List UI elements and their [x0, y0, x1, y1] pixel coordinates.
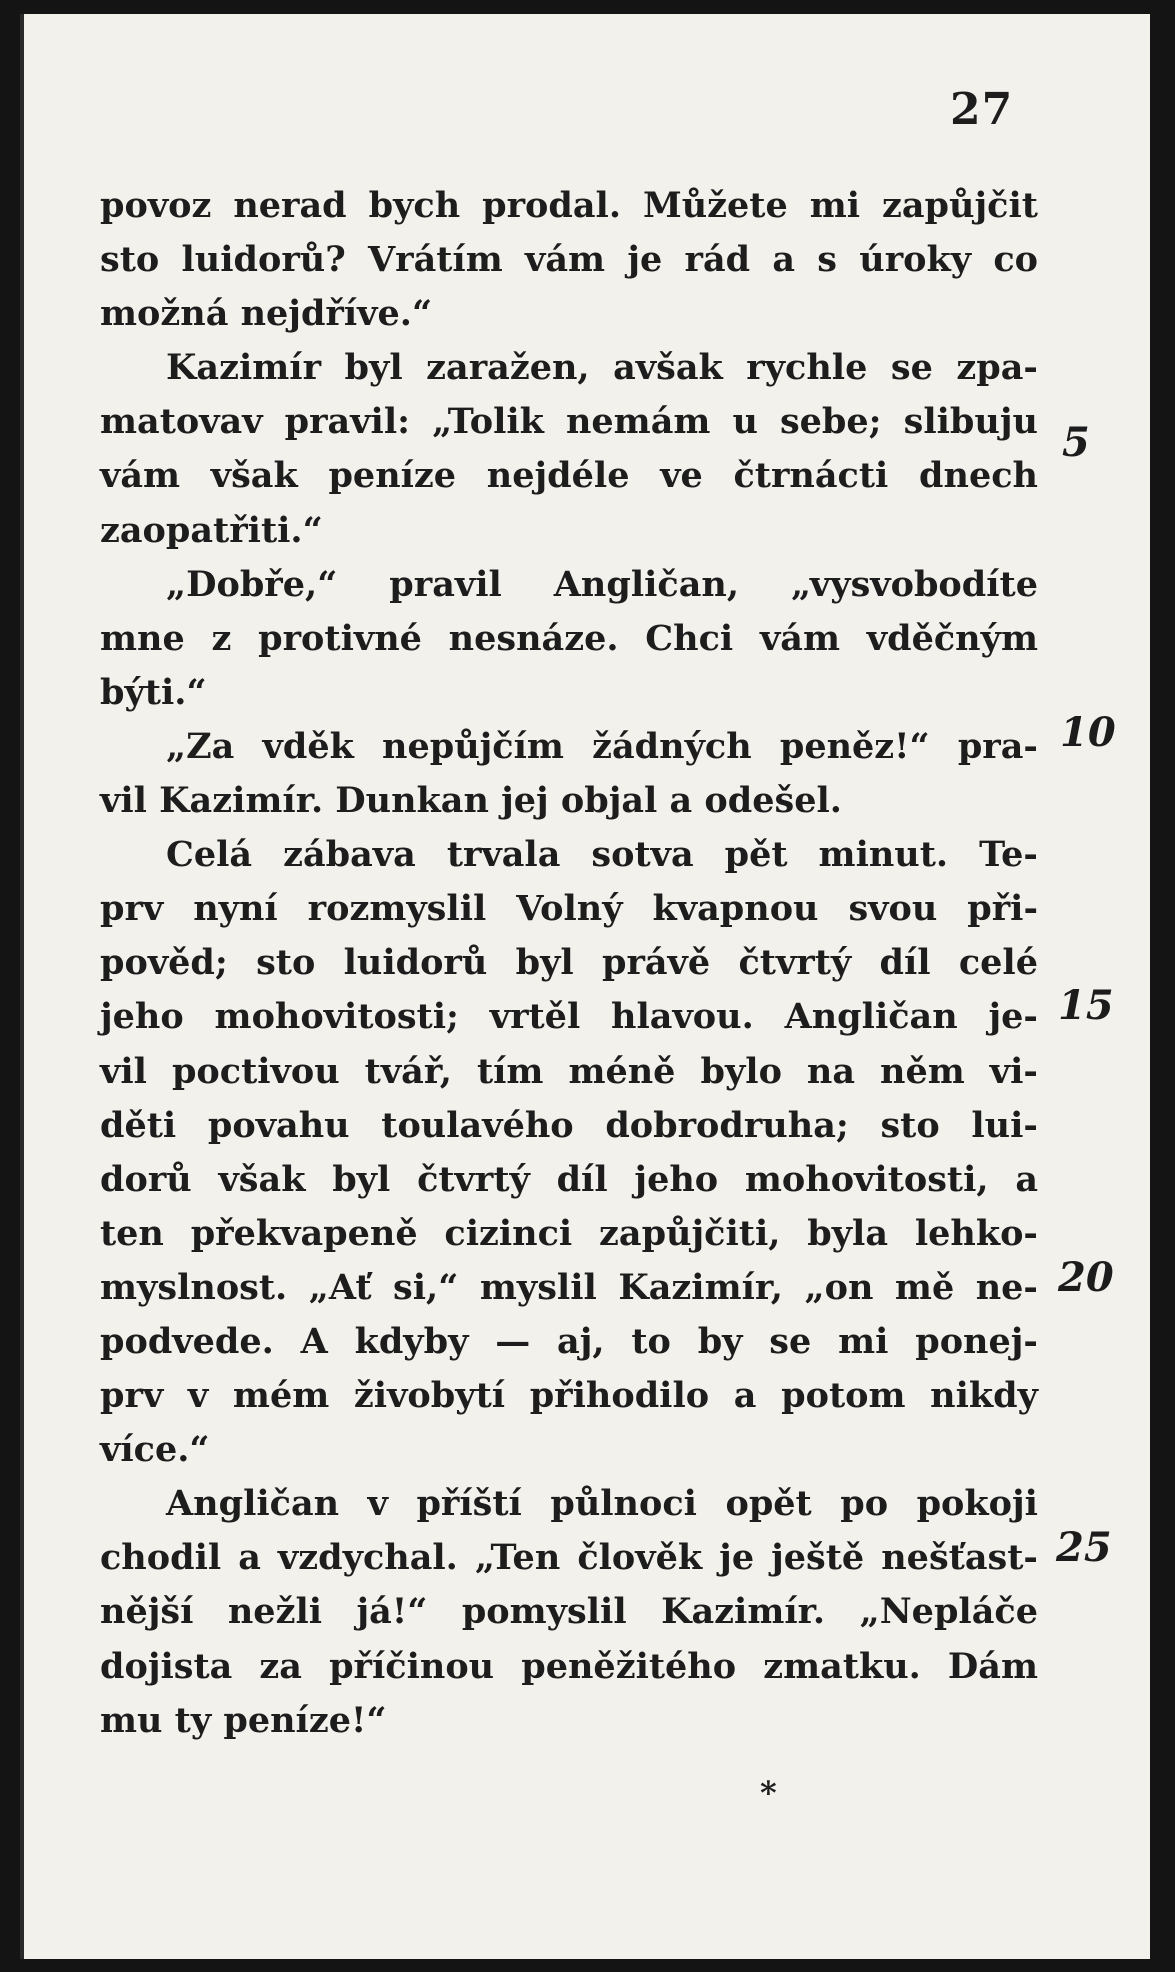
text-line: [100, 1531, 1038, 1585]
word: Kazimír.: [661, 1591, 826, 1633]
word: „vysvobodíte: [791, 563, 1038, 605]
text-line: [100, 1045, 1038, 1099]
word: peněz!“: [779, 725, 930, 767]
word: mém: [232, 1375, 330, 1417]
word: sto: [256, 942, 316, 984]
text-line: [100, 1640, 1038, 1694]
word: Celá: [166, 834, 253, 876]
text-line: [100, 1477, 1038, 1531]
word: díl: [556, 1158, 608, 1200]
word: překvapeně: [190, 1212, 418, 1254]
word: jeho: [100, 996, 184, 1038]
word: prv: [100, 888, 164, 930]
word: si,“: [393, 1266, 459, 1308]
word: povoz: [100, 185, 212, 226]
word: cizinci: [444, 1212, 573, 1254]
word: mohovitosti;: [214, 996, 459, 1038]
word: to: [631, 1320, 671, 1362]
word: dorů: [100, 1158, 192, 1200]
word: luidorů?: [181, 239, 346, 281]
word: žádných: [592, 725, 752, 767]
word: Vrátím: [367, 239, 503, 281]
text-line: [100, 1207, 1038, 1261]
word: rád: [684, 239, 751, 281]
line-count-note: 10: [1060, 709, 1116, 756]
word: bych: [368, 185, 461, 226]
word: byla: [807, 1212, 889, 1254]
word: byl: [344, 347, 403, 389]
word: sto: [880, 1104, 940, 1146]
word: vděčným: [866, 617, 1038, 659]
word: nější: [100, 1591, 194, 1633]
word: Kazimír,: [618, 1266, 783, 1308]
text-line: [100, 990, 1038, 1044]
text-line: [100, 179, 1038, 233]
signature-mark: *: [760, 1774, 777, 1812]
word: potom: [781, 1375, 906, 1417]
text-line: [100, 1585, 1038, 1639]
line-count-note: 5: [1062, 419, 1090, 466]
word: příští: [416, 1483, 522, 1525]
word: byl: [515, 942, 574, 984]
word: luidorů: [343, 942, 488, 984]
word: však: [218, 1158, 306, 1200]
text-line: zaopatřiti.“: [100, 509, 323, 551]
word: však: [210, 455, 298, 497]
text-line: [100, 828, 1038, 882]
text-line: [100, 233, 1038, 287]
word: méně: [568, 1050, 676, 1092]
text-line: [100, 720, 1038, 774]
text-line: [100, 1099, 1038, 1153]
word: děti: [100, 1104, 177, 1146]
word: vám: [525, 239, 606, 281]
word: vám: [759, 617, 841, 659]
word: „Za: [166, 725, 235, 767]
word: bylo: [700, 1050, 782, 1092]
word: celé: [958, 942, 1038, 984]
word: byl: [332, 1158, 391, 1200]
word: ten: [100, 1212, 164, 1254]
text-line: [100, 612, 1038, 666]
word: prodal.: [482, 185, 622, 226]
word: je: [719, 1537, 755, 1579]
word: na: [806, 1050, 856, 1092]
word: „Ať: [308, 1266, 372, 1308]
word: lehko-: [914, 1212, 1038, 1254]
word: pověd;: [100, 942, 228, 984]
word: lui-: [971, 1104, 1038, 1146]
word: nerad: [233, 185, 347, 226]
word: je: [627, 239, 663, 281]
word: hlavou.: [611, 996, 754, 1038]
word: nežli: [227, 1591, 323, 1633]
word: tím: [476, 1050, 544, 1092]
word: po: [840, 1483, 889, 1525]
word: Můžete: [642, 185, 788, 226]
text-line: [100, 558, 1038, 612]
word: ve: [660, 455, 703, 497]
word: já!“: [356, 1591, 428, 1633]
line-count-note: 20: [1058, 1254, 1114, 1301]
word: prv: [100, 1375, 164, 1417]
word: by: [697, 1320, 743, 1362]
word: aj,: [557, 1320, 605, 1362]
word: ne-: [975, 1266, 1038, 1308]
word: rozmyslil: [307, 888, 487, 930]
word: myslnost.: [100, 1266, 288, 1308]
word: ještě: [771, 1537, 865, 1579]
word: kvapnou: [652, 888, 819, 930]
page-edge: [20, 14, 24, 1959]
word: člověk: [577, 1537, 703, 1579]
word: Angličan: [784, 996, 958, 1038]
text-line: [100, 1315, 1038, 1369]
word: mi: [809, 185, 861, 226]
word: nemám: [565, 401, 711, 443]
word: vděk: [262, 725, 354, 767]
word: zaražen,: [426, 347, 590, 389]
word: pět: [724, 834, 788, 876]
word: „on: [804, 1266, 874, 1308]
word: sebe;: [779, 401, 882, 443]
word: sotva: [591, 834, 694, 876]
word: vzdychal.: [277, 1537, 458, 1579]
word: peníze: [328, 455, 457, 497]
word: mne: [100, 617, 185, 659]
word: nesnáze.: [448, 617, 619, 659]
word: minut.: [818, 834, 949, 876]
word: se: [769, 1320, 812, 1362]
word: čtrnácti: [733, 455, 889, 497]
line-count-note: 25: [1056, 1524, 1112, 1571]
word: nepůjčím: [382, 725, 564, 767]
text-line: [100, 395, 1038, 449]
word: Te-: [979, 834, 1038, 876]
word: opět: [725, 1483, 812, 1525]
word: trvala: [446, 834, 561, 876]
word: vrtěl: [489, 996, 581, 1038]
word: a: [1015, 1158, 1038, 1200]
word: při-: [967, 888, 1038, 930]
word: přihodilo: [529, 1375, 710, 1417]
word: zmatku.: [763, 1645, 921, 1687]
word: v: [187, 1375, 209, 1417]
word: čtvrtý: [417, 1158, 530, 1200]
word: vám: [100, 455, 181, 497]
text-line: [100, 1369, 1038, 1423]
word: mě: [894, 1266, 955, 1308]
word: Angličan,: [553, 563, 740, 605]
text-line: možná nejdříve.“: [100, 293, 433, 335]
word: Volný: [516, 888, 623, 930]
word: čtvrtý: [738, 942, 852, 984]
word: právě: [601, 942, 711, 984]
text-line: [100, 341, 1038, 395]
word: A: [300, 1320, 328, 1362]
book-page: [20, 14, 1150, 1959]
word: zpa-: [956, 347, 1038, 389]
word: zábava: [283, 834, 416, 876]
word: pomyslil: [461, 1591, 627, 1633]
word: tvář,: [364, 1050, 452, 1092]
text-line: býti.“: [100, 671, 207, 713]
word: povahu: [207, 1104, 350, 1146]
word: matovav: [100, 401, 263, 443]
text-line: mu ty peníze!“: [100, 1699, 387, 1741]
word: zapůjčiti,: [599, 1212, 781, 1254]
word: živobytí: [353, 1375, 506, 1417]
word: kdyby: [354, 1320, 469, 1362]
text-line: [100, 1261, 1038, 1315]
word: pravil: [389, 563, 502, 605]
line-count-note: 15: [1058, 982, 1114, 1029]
word: Dám: [947, 1645, 1038, 1687]
word: a: [733, 1375, 757, 1417]
word: Kazimír: [166, 347, 322, 389]
word: mohovitosti,: [744, 1158, 989, 1200]
word: peněžitého: [521, 1645, 737, 1687]
body-text: [100, 179, 1038, 1748]
word: vi-: [989, 1050, 1038, 1092]
word: —: [495, 1320, 531, 1362]
page-number: 27: [950, 84, 1014, 135]
word: slibuju: [903, 401, 1038, 443]
word: ponej-: [915, 1320, 1038, 1362]
word: dobrodruha;: [605, 1104, 849, 1146]
word: Chci: [645, 617, 734, 659]
word: svou: [848, 888, 938, 930]
word: „Dobře,“: [166, 563, 338, 605]
word: je-: [988, 996, 1038, 1038]
word: poctivou: [171, 1050, 340, 1092]
word: u: [732, 401, 758, 443]
text-line: více.“: [100, 1429, 210, 1471]
word: v: [367, 1483, 388, 1525]
word: a: [238, 1537, 261, 1579]
word: mi: [838, 1320, 889, 1362]
word: nešťast-: [881, 1537, 1038, 1579]
word: nyní: [193, 888, 278, 930]
word: příčinou: [329, 1645, 495, 1687]
word: vil: [100, 1050, 147, 1092]
word: podvede.: [100, 1320, 274, 1362]
text-line: vil Kazimír. Dunkan jej objal a odešel.: [100, 780, 842, 822]
word: úroky: [859, 239, 972, 281]
word: pokoji: [916, 1483, 1038, 1525]
word: dojista: [100, 1645, 233, 1687]
word: něm: [880, 1050, 965, 1092]
text-line: [100, 936, 1038, 990]
word: půlnoci: [550, 1483, 697, 1525]
word: jeho: [634, 1158, 719, 1200]
word: s: [817, 239, 838, 281]
word: a: [772, 239, 796, 281]
word: „Ten: [474, 1537, 561, 1579]
word: zapůjčit: [882, 185, 1038, 226]
word: chodil: [100, 1537, 222, 1579]
word: rychle: [746, 347, 868, 389]
text-line: [100, 882, 1038, 936]
text-line: [100, 1153, 1038, 1207]
word: z: [211, 617, 232, 659]
word: myslil: [479, 1266, 597, 1308]
word: toulavého: [381, 1104, 574, 1146]
word: nejdéle: [486, 455, 630, 497]
word: se: [890, 347, 933, 389]
word: protivné: [258, 617, 422, 659]
word: avšak: [613, 347, 723, 389]
word: pravil:: [284, 401, 411, 443]
word: co: [993, 239, 1038, 281]
text-line: [100, 449, 1038, 503]
word: sto: [100, 239, 160, 281]
word: díl: [879, 942, 931, 984]
word: Angličan: [166, 1483, 340, 1525]
word: „Tolik: [432, 401, 544, 443]
word: dnech: [919, 455, 1038, 497]
word: za: [259, 1645, 302, 1687]
word: „Nepláče: [859, 1591, 1038, 1633]
word: pra-: [957, 725, 1038, 767]
word: nikdy: [930, 1375, 1038, 1417]
